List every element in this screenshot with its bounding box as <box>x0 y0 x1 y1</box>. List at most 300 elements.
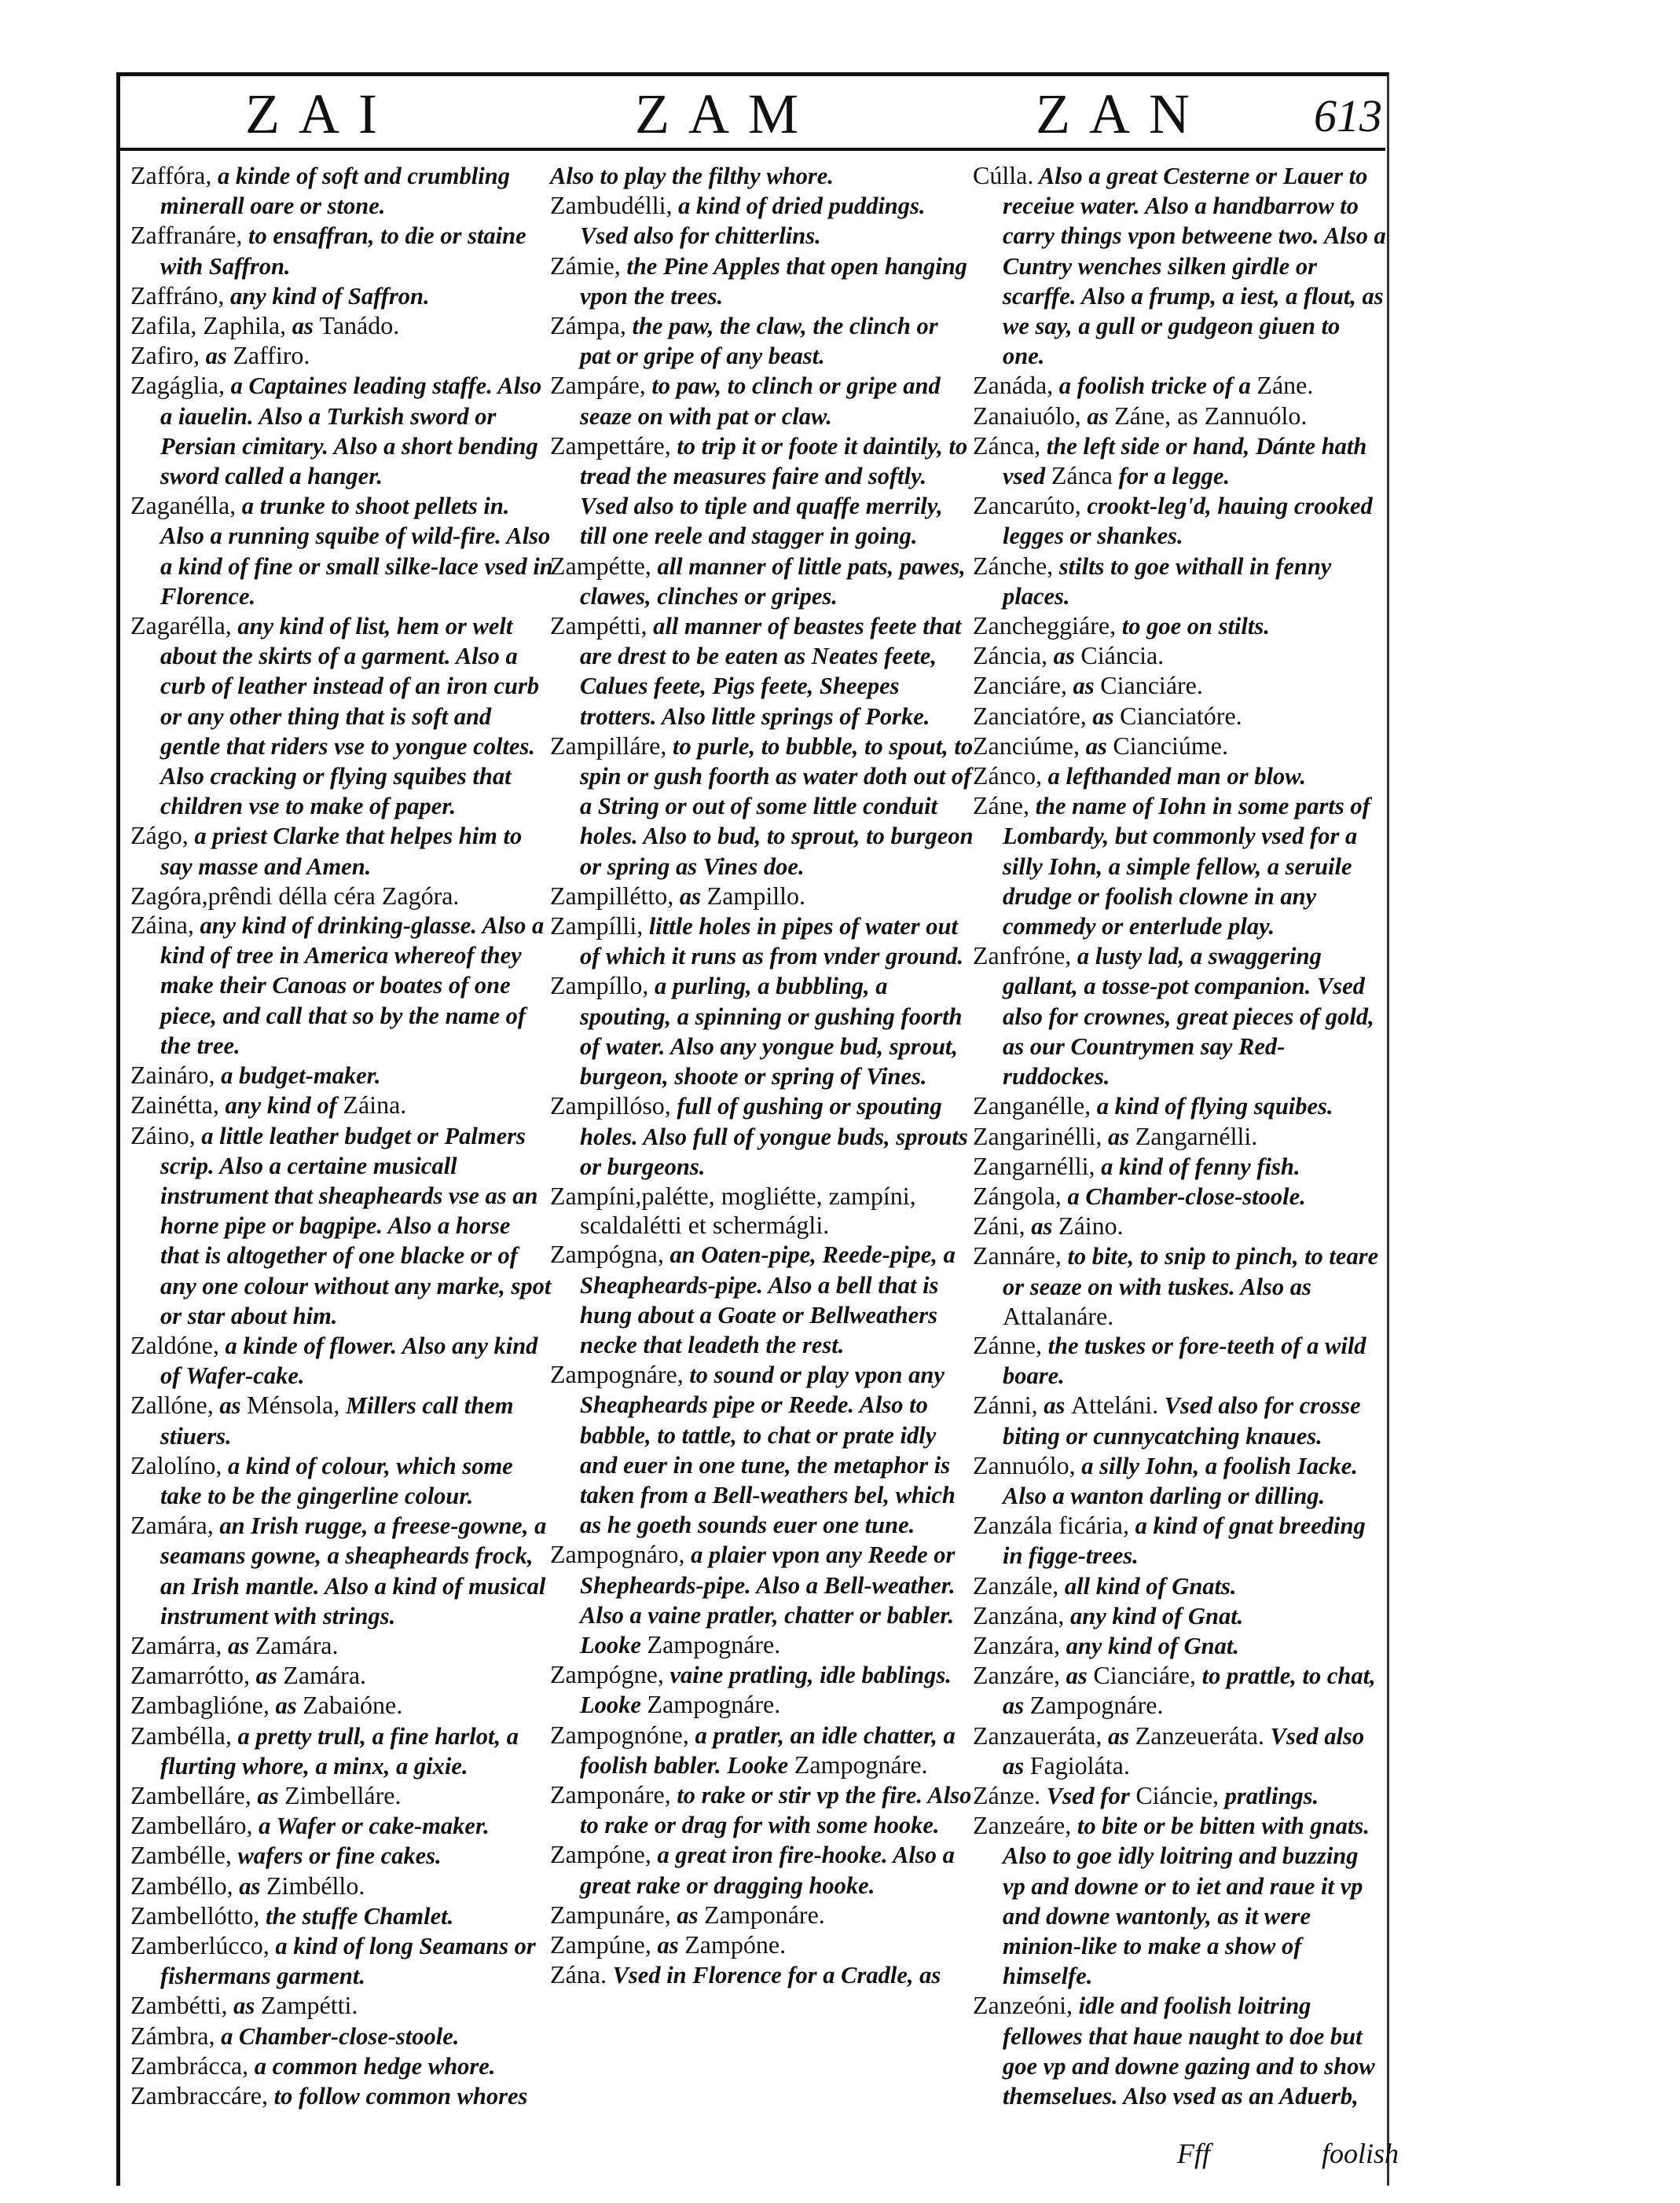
definition: to bite, to snip to pinch, to teare or seaze on with tuskes. Also as <box>1003 1243 1379 1300</box>
definition: crookt-leg'd, hauing crooked legges or shankes. <box>1003 493 1373 550</box>
headword: Zancarúto, <box>973 491 1081 520</box>
dictionary-entry <box>130 1661 555 1691</box>
cross-reference: Attalanáre. <box>1003 1301 1114 1330</box>
definition: the left side or hand, Dánte hath vsed <box>1003 432 1367 490</box>
cross-reference: Cianciáre. <box>1100 671 1203 700</box>
dictionary-entry <box>550 731 974 882</box>
dictionary-entry <box>973 431 1386 491</box>
dictionary-entry <box>130 1721 555 1781</box>
headword: Zambaglióne, <box>130 1691 270 1720</box>
dictionary-entry <box>130 1061 555 1091</box>
definition: an Oaten-pipe, Reede-pipe, a Sheapheards-pipe. Also a bell that is hung about a Goate or Bellweathers necke that leadeth the rest. <box>580 1241 956 1358</box>
dictionary-entry <box>550 191 974 251</box>
headword: Zambéllo, <box>130 1871 233 1900</box>
definition: to rake or stir vp the fire. Also to rake or drag for with some hooke. <box>580 1781 972 1839</box>
definition: wafers or fine cakes. <box>231 1842 442 1870</box>
definition: Vsed also as <box>1003 1722 1365 1780</box>
headword: Zampognáro, <box>550 1540 685 1569</box>
definition: a budget-maker. <box>215 1062 381 1090</box>
cross-reference: Zimbéllo. <box>266 1871 365 1900</box>
definition: to bite or be bitten with gnats. Also to goe idly loitring and buzzing vp and downe or to iet and raue it vp and downe wantonly, as it were minion-like to make a show of himselfe. <box>1003 1813 1370 1990</box>
cross-reference: Zangarnélli. <box>1135 1121 1258 1150</box>
headword: Zambélle, <box>130 1841 232 1870</box>
dictionary-entry <box>973 1811 1386 1991</box>
headword: Zancheggiáre, <box>973 611 1117 640</box>
definition: as <box>1079 732 1113 760</box>
headword: Zafila, Zaphila, <box>130 311 287 340</box>
cross-reference: Zamára. <box>283 1661 367 1690</box>
cross-reference: Zaffiro. <box>233 341 310 370</box>
headword: Záina, <box>130 911 194 940</box>
dictionary-entry <box>550 161 974 191</box>
dictionary-entry <box>130 1781 555 1811</box>
definition: as <box>199 343 233 370</box>
cross-reference: prêndi délla céra Zagóra. <box>207 881 460 910</box>
dictionary-entry <box>130 1931 555 1991</box>
headword: Zambelláre, <box>130 1780 251 1809</box>
headword: Zampétti, <box>550 611 647 640</box>
headword: Zampíni, <box>550 1181 642 1210</box>
definition: as <box>1080 402 1115 430</box>
headword: Zanciúme, <box>973 731 1080 760</box>
definition: little holes in pipes of water out of which it runs as from vnder ground. <box>580 913 964 970</box>
headword: Zaffóra, <box>130 161 212 189</box>
dictionary-entry <box>550 431 974 552</box>
headword: Zamarrótto, <box>130 1661 250 1690</box>
cross-reference: Záne, as Zannuólo. <box>1114 401 1308 430</box>
headword: Zampillóso, <box>550 1091 671 1120</box>
definition: as <box>249 1662 284 1690</box>
headword: Zanzále, <box>973 1571 1059 1600</box>
dictionary-entry <box>973 1631 1386 1661</box>
definition: to ensaffran, to die or staine with Saffron. <box>160 222 526 280</box>
cross-reference: Zampétti. <box>260 1991 358 2020</box>
dictionary-entry <box>550 311 974 371</box>
dictionary-entry <box>130 1091 555 1120</box>
definition: the name of Iohn in some parts of Lombardy, but commonly vsed for a silly Iohn, a simple fellow, a seruile drudge or foolish clowne in any commedy or enterlude play. <box>1003 793 1370 940</box>
headword: Zampilláre, <box>550 731 667 760</box>
headword: Zánne, <box>973 1330 1042 1359</box>
running-head-left: ZAI <box>245 82 396 145</box>
definition: as <box>222 1632 255 1659</box>
dictionary-entry <box>130 1991 555 2021</box>
definition: to purle, to bubble, to spout, to spin or gush foorth as water doth out of a String or out of some little conduit holes. Also to bud, to sprout, to burgeon or spring as Vines doe. <box>580 732 974 880</box>
dictionary-entry <box>130 1841 555 1871</box>
definition: any kind of Saffron. <box>224 282 430 310</box>
definition: full of gushing or spouting holes. Also full of yongue buds, sprouts or burgeons. <box>580 1093 968 1180</box>
definition: as <box>1025 1213 1059 1241</box>
definition: to follow common whores <box>267 2083 528 2110</box>
headword: Zangarinélli, <box>973 1121 1102 1150</box>
headword: Zampognáre, <box>550 1360 684 1389</box>
dictionary-entry <box>973 1601 1386 1631</box>
headword: Zampétte, <box>550 551 651 580</box>
headword: Zánche, <box>973 551 1054 580</box>
definition: any kind of Gnat. <box>1060 1632 1239 1659</box>
dictionary-entry <box>130 341 555 371</box>
definition: any kind of list, hem or welt about the skirts of a garment. Also a curb of leather instead of an iron curb or any other thing that is soft and gentle that riders vse to yongue coltes. Also cracking or flying squibes that children vse to make of paper. <box>160 613 540 820</box>
headword: Zanzeáre, <box>973 1811 1072 1840</box>
headword: Zallóne, <box>130 1391 214 1420</box>
headword: Zágo, <box>130 821 189 850</box>
definition: a pretty trull, a fine harlot, a flurting whore, a minx, a gixie. <box>160 1722 519 1780</box>
running-head-middle: ZAM <box>635 82 817 145</box>
definition: a lefthanded man or blow. <box>1041 763 1307 790</box>
cross-reference: Záino. <box>1058 1211 1124 1241</box>
dictionary-entry <box>973 1721 1386 1781</box>
page-number: 613 <box>1314 90 1382 141</box>
definition: to trip it or foote it daintily, to tread the measures faire and softly. Vsed also to tiple and quaffe merrily, till one reele and stagger in going. <box>580 432 968 550</box>
headword: Zamponáre, <box>550 1780 671 1809</box>
headword: Zambétti, <box>130 1991 228 2020</box>
definition: as <box>227 1992 261 2020</box>
definition: the paw, the claw, the clinch or pat or gripe of any beast. <box>580 313 938 370</box>
headword: Zanciáre, <box>973 671 1067 700</box>
definition: a Chamber-close-stoole. <box>1061 1182 1306 1210</box>
headword: Zampognóne, <box>550 1720 689 1749</box>
dictionary-entry <box>973 1331 1386 1391</box>
dictionary-entry <box>130 1121 555 1331</box>
dictionary-entry <box>973 1122 1386 1152</box>
headword: Zanciatóre, <box>973 701 1087 730</box>
dictionary-entry <box>550 611 974 731</box>
definition: as <box>233 1872 266 1900</box>
cross-reference: Zampognáre. <box>1029 1691 1164 1720</box>
headword: Zánni, <box>973 1391 1038 1420</box>
dictionary-entry <box>550 251 974 311</box>
dictionary-entry <box>973 1511 1386 1571</box>
definition: an Irish rugge, a freese-gowne, a seamans gowne, a sheapheards frock, an Irish mantle. Also a kind of musical instrument with strings. <box>160 1512 547 1629</box>
definition: a Captaines leading staffe. Also a iauelin. Also a Turkish sword or Persian cimitary. Also a short bending sword called a hanger. <box>160 372 542 490</box>
cross-reference: Ménsola, <box>247 1391 340 1420</box>
headword: Záncia, <box>973 641 1048 670</box>
dictionary-entry <box>550 1091 974 1182</box>
cross-reference: Cianciúme. <box>1113 731 1228 760</box>
dictionary-entry <box>973 1152 1386 1182</box>
definition: all manner of little pats, pawes, clawes, clinches or gripes. <box>580 552 966 610</box>
definition: Vsed also for crosse biting or cunnycatching knaues. <box>1003 1392 1361 1450</box>
headword: Zampunáre, <box>550 1900 671 1929</box>
headword: Zanáda, <box>973 371 1054 400</box>
definition: a purling, a bubbling, a spouting, a spinning or gushing foorth of water. Also any yongue bud, sprout, burgeon, shoote or spring of Vines. <box>580 973 963 1091</box>
dictionary-entry <box>550 1360 974 1540</box>
headword: Zampóne, <box>550 1840 651 1869</box>
definition: a silly Iohn, a foolish Iacke. Also a wanton darling or dilling. <box>1003 1452 1358 1509</box>
cross-reference: Ciáncie, <box>1135 1780 1220 1809</box>
headword: Zainétta, <box>130 1091 219 1120</box>
dictionary-entry <box>130 821 555 881</box>
dictionary-entry <box>973 491 1386 551</box>
definition: a kind of gnat breeding in figge-trees. <box>1003 1512 1366 1570</box>
headword: Zagarélla, <box>130 611 232 640</box>
definition: the tuskes or fore-teeth of a wild boare. <box>1003 1332 1366 1390</box>
dictionary-entry <box>973 1091 1386 1121</box>
headword: Zalolíno, <box>130 1450 222 1479</box>
headword: Zanzára, <box>973 1630 1061 1659</box>
dictionary-column-3 <box>973 161 1386 2111</box>
definition: Also a great Cesterne or Lauer to receiue water. Also a handbarrow to carry things vpon betweene two. Also a Cuntry wenches silken girdle or scarffe. Also a frump, a iest, a flout, as we say, a gull or gudgeon giuen to one. <box>1003 163 1386 370</box>
headword: Zamárra, <box>130 1630 222 1659</box>
running-head-right: ZAN <box>1036 82 1209 145</box>
dictionary-entry <box>550 1721 974 1780</box>
definition: Vsed in Florence for a Cradle, as <box>606 1962 941 1989</box>
headword: Zaffráno, <box>130 280 225 310</box>
dictionary-entry <box>130 911 555 1061</box>
dictionary-entry <box>973 1391 1386 1450</box>
definition: a little leather budget or Palmers scrip. Also a certaine musicall instrument that sheapheards vse as an horne pipe or bagpipe. Also a horse that is altogether of one blacke or of any one colour without any marke, spot or star about him. <box>160 1122 552 1329</box>
definition: a Wafer or cake-maker. <box>252 1813 490 1840</box>
catchword: foolish <box>1322 2138 1399 2169</box>
dictionary-entry <box>130 371 555 491</box>
definition: as <box>670 1901 705 1929</box>
dictionary-entry <box>550 882 974 911</box>
dictionary-column-1 <box>130 161 555 2111</box>
definition: Also to play the filthy whore. <box>550 163 834 189</box>
headword: Zaffranáre, <box>130 221 243 250</box>
definition: any kind of <box>218 1092 343 1120</box>
dictionary-entry <box>550 1240 974 1360</box>
cross-reference: Zanzeueráta. <box>1135 1721 1264 1750</box>
headword: Zámpa, <box>550 311 626 340</box>
definition: to sound or play vpon any Sheapheards pipe or Reede. Also to babble, to tattle, to chat or prate idly and euer in one tune, the metaphor is taken from a Bell-weathers bel, which as he goeth sounds euer one tune. <box>580 1362 956 1539</box>
dictionary-entry <box>130 1331 555 1391</box>
cross-reference: Cianciatóre. <box>1120 701 1242 730</box>
dictionary-entry <box>973 1661 1386 1721</box>
headword: Zagáglia, <box>130 371 225 400</box>
dictionary-column-2 <box>550 161 974 1990</box>
dictionary-entry <box>130 491 555 611</box>
headword: Zambrácca, <box>130 2051 249 2080</box>
definition: vaine pratling, idle bablings. Looke <box>580 1662 952 1719</box>
headword: Zámie, <box>550 251 621 280</box>
headword: Zampíllo, <box>550 971 649 1000</box>
definition: the Pine Apples that open hanging vpon the trees. <box>580 252 967 310</box>
dictionary-entry <box>130 882 555 911</box>
headword: Zambraccáre, <box>130 2081 268 2110</box>
definition: any kind of Gnat. <box>1064 1602 1244 1629</box>
dictionary-entry <box>973 731 1386 761</box>
definition: as <box>269 1692 303 1720</box>
dictionary-entry <box>130 1451 555 1511</box>
definition: as <box>213 1392 248 1420</box>
headword: Záne, <box>973 791 1029 820</box>
definition: as <box>1102 1123 1135 1150</box>
dictionary-entry <box>130 1631 555 1661</box>
dictionary-entry <box>130 2081 555 2111</box>
definition: all kind of Gnats. <box>1058 1572 1237 1600</box>
headword: Zampettáre, <box>550 431 671 460</box>
headword: Zampáre, <box>550 371 646 400</box>
headword: Zagóra, <box>130 881 208 910</box>
dictionary-entry <box>130 2022 555 2051</box>
definition: a kind of colour, which some take to be the gingerline colour. <box>160 1452 513 1509</box>
definition: as <box>673 882 707 910</box>
cross-reference: Ciáncia. <box>1080 641 1165 670</box>
dictionary-entry <box>973 1241 1386 1331</box>
headword: Zampógna, <box>550 1240 664 1269</box>
dictionary-entry <box>130 1391 555 1450</box>
dictionary-entry <box>973 1451 1386 1511</box>
dictionary-entry <box>973 1571 1386 1601</box>
headword: Zambudélli, <box>550 191 673 220</box>
headword: Zanzána, <box>973 1600 1065 1629</box>
definition: a kinde of flower. Also any kind of Wafer-cake. <box>160 1332 538 1390</box>
dictionary-entry <box>550 1901 974 1930</box>
dictionary-entry <box>973 401 1386 431</box>
definition: stilts to goe withall in fenny places. <box>1003 552 1332 610</box>
dictionary-entry <box>973 641 1386 671</box>
headword: Zanzeóni, <box>973 1991 1073 2020</box>
dictionary-entry <box>973 702 1386 731</box>
cross-reference: Zánca <box>1051 461 1113 490</box>
headword: Zanzaueráta, <box>973 1721 1102 1750</box>
definition: Millers call them stiuers. <box>160 1392 514 1450</box>
cross-reference: palétte, mogliétte, zampíni, scaldalétti et schermágli. <box>580 1181 916 1240</box>
headword: Zannáre, <box>973 1241 1062 1270</box>
headword: Zambelláro, <box>130 1811 253 1840</box>
definition: Vsed for <box>1040 1782 1136 1809</box>
definition: a great iron fire-hooke. Also a great rake or dragging hooke. <box>580 1842 955 1899</box>
definition: a kind of flying squibes. <box>1091 1093 1333 1120</box>
dictionary-entry <box>130 311 555 341</box>
definition: as <box>1047 643 1081 670</box>
dictionary-entry <box>973 552 1386 611</box>
cross-reference: Zampognáre. <box>647 1629 781 1659</box>
headword: Zampógne, <box>550 1660 664 1689</box>
definition: for a legge. <box>1112 463 1231 490</box>
headword: Zaldóne, <box>130 1330 219 1359</box>
dictionary-entry <box>973 791 1386 941</box>
headword: Zampúne, <box>550 1930 651 1959</box>
dictionary-entry <box>130 1511 555 1631</box>
headword: Zánca, <box>973 431 1041 460</box>
cross-reference: Cianciáre, <box>1093 1661 1196 1690</box>
dictionary-entry <box>550 552 974 611</box>
dictionary-entry <box>973 161 1386 371</box>
definition: a kind of fenny fish. <box>1095 1153 1300 1180</box>
dictionary-entry <box>973 761 1386 791</box>
definition: to prattle, to chat, as <box>1003 1662 1376 1720</box>
headword: Zaináro, <box>130 1061 215 1090</box>
definition: a kinde of soft and crumbling minerall oare or stone. <box>160 163 510 220</box>
definition: a priest Clarke that helpes him to say masse and Amen. <box>160 823 523 880</box>
headword: Zanfróne, <box>973 941 1072 970</box>
cross-reference: Zampillo. <box>706 881 805 910</box>
definition: any kind of drinking-glasse. Also a kind of tree in America whereof they make their Canoas or boates of one piece, and call that so by the name of the tree. <box>160 912 545 1059</box>
dictionary-entry <box>550 911 974 971</box>
definition: as <box>1060 1662 1094 1690</box>
cross-reference: Fagioláta. <box>1029 1750 1130 1780</box>
dictionary-entry <box>550 1840 974 1900</box>
headword: Zamberlúcco, <box>130 1930 270 1959</box>
definition: a Chamber-close-stoole. <box>215 2022 460 2050</box>
cross-reference: Tanádo. <box>319 311 400 340</box>
definition: as <box>1066 673 1101 700</box>
definition: idle and foolish loitring fellowes that haue naught to doe but goe vp and downe gazing and to show themselues. Also vsed as an Aduerb, <box>1003 1992 1375 2110</box>
dictionary-entry <box>973 371 1386 401</box>
headword: Zampillétto, <box>550 881 674 910</box>
dictionary-entry <box>973 1781 1386 1811</box>
headword: Zamára, <box>130 1511 214 1540</box>
definition: as <box>1086 702 1121 730</box>
headword: Záni, <box>973 1211 1025 1241</box>
headword: Zangarnélli, <box>973 1151 1095 1180</box>
cross-reference: Zampóne. <box>684 1930 787 1959</box>
signature-mark: Fff <box>1177 2138 1210 2169</box>
definition: a pratler, an idle chatter, a foolish babler. Looke <box>580 1721 956 1779</box>
definition: to paw, to clinch or gripe and seaze on with pat or claw. <box>580 372 941 430</box>
dictionary-entry <box>130 2051 555 2081</box>
cross-reference: Atteláni. <box>1071 1391 1159 1420</box>
headword: Zámbra, <box>130 2021 215 2050</box>
dictionary-entry <box>550 1960 974 1990</box>
dictionary-entry <box>973 671 1386 701</box>
dictionary-entry <box>973 1991 1386 2111</box>
headword: Zanzála ficária, <box>973 1511 1129 1540</box>
definition: a kind of long Seamans or fishermans garment. <box>160 1932 536 1990</box>
dictionary-entry <box>550 1540 974 1660</box>
definition: a plaier vpon any Reede or Shepheards-pipe. Also a Bell-weather. Also a vaine pratler, chatter or babler. Looke <box>580 1541 956 1659</box>
dictionary-entry <box>130 1871 555 1901</box>
definition: a kind of dried puddings. Vsed also for chitterlins. <box>580 192 926 250</box>
definition: a foolish tricke of a <box>1053 372 1257 400</box>
headword: Zángola, <box>973 1181 1062 1210</box>
definition: as <box>251 1782 285 1809</box>
dictionary-entry <box>973 1211 1386 1241</box>
dictionary-entry <box>130 1691 555 1721</box>
definition: as <box>286 313 320 340</box>
cross-reference: Zamponáre. <box>704 1900 825 1929</box>
definition: as <box>1037 1392 1072 1420</box>
headword: Zambélla, <box>130 1721 232 1750</box>
headword: Zánze. <box>973 1780 1041 1809</box>
definition: as <box>651 1931 685 1959</box>
dictionary-entry <box>130 281 555 311</box>
dictionary-entry <box>550 971 974 1091</box>
cross-reference: Záina. <box>343 1091 407 1120</box>
dictionary-entry <box>973 1182 1386 1211</box>
definition: pratlings. <box>1219 1782 1319 1809</box>
headword: Zanaiuólo, <box>973 401 1081 430</box>
dictionary-entry <box>973 941 1386 1091</box>
headword: Zána. <box>550 1960 607 1989</box>
headword: Zafiro, <box>130 341 200 370</box>
headword: Zanganélle, <box>973 1091 1091 1120</box>
definition: as <box>1102 1722 1135 1750</box>
headword: Zampílli, <box>550 911 644 940</box>
cross-reference: Zabaióne. <box>303 1691 403 1720</box>
definition: a trunke to shoot pellets in. Also a running squibe of wild-fire. Also a kind of fine or small silke-lace vsed in Florence. <box>160 493 553 610</box>
cross-reference: Zimbelláre. <box>284 1780 402 1809</box>
definition: a common hedge whore. <box>248 2052 496 2080</box>
dictionary-entry <box>550 371 974 431</box>
cross-reference: Zampognáre. <box>794 1750 928 1779</box>
headword: Zannuólo, <box>973 1450 1076 1479</box>
headword: Zánco, <box>973 761 1042 790</box>
dictionary-entry <box>973 611 1386 641</box>
dictionary-entry <box>550 1780 974 1840</box>
headword: Zambellótto, <box>130 1901 260 1930</box>
cross-reference: Zamára. <box>255 1630 339 1659</box>
dictionary-entry <box>130 161 555 221</box>
headword: Zaganélla, <box>130 491 237 520</box>
definition: all manner of beastes feete that are drest to be eaten as Neates feete, Calues feete, Pigs feete, Sheepes trotters. Also little springs of Porke. <box>580 613 962 730</box>
dictionary-entry <box>130 1901 555 1931</box>
dictionary-entry <box>550 1660 974 1720</box>
definition: to goe on stilts. <box>1116 613 1270 640</box>
dictionary-entry <box>130 611 555 821</box>
dictionary-entry <box>550 1930 974 1960</box>
